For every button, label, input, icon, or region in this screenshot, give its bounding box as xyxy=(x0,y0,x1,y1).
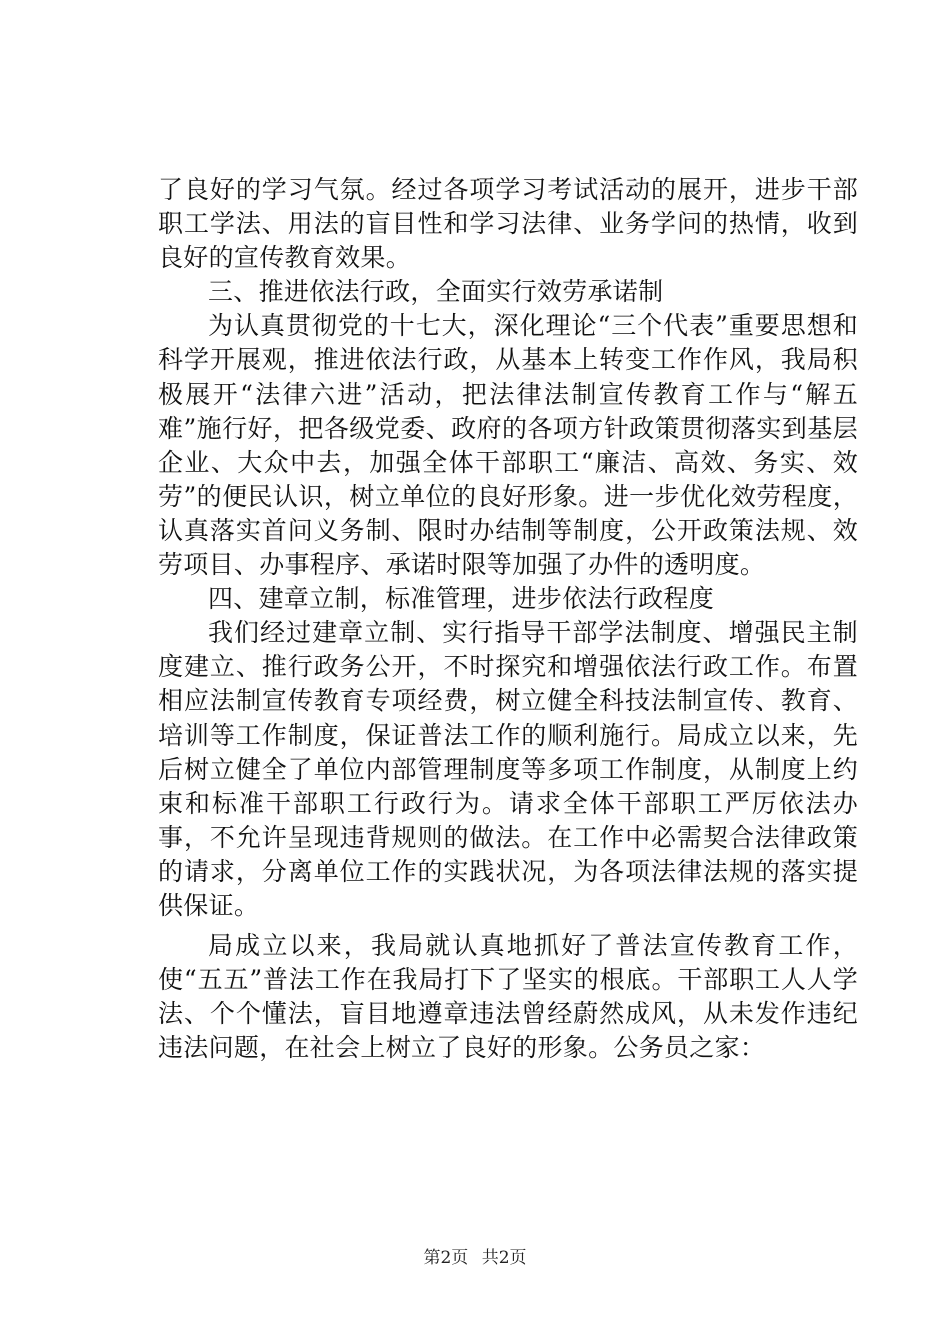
section-heading-4: 四、建章立制，标准管理，进步依法行政程度 xyxy=(208,584,715,614)
document-body xyxy=(158,173,858,1065)
page-footer xyxy=(0,1243,950,1268)
paragraph-conclusion: 局成立以来，我局就认真地抓好了普法宣传教育工作，使“五五”普法工作在我局打下了坚实的根底。干部职工人人学法、个个懂法，盲目地遵章违法曾经蔚然成风，从未发作违纪违法问题，在社会上树立了良好的形象。公务员之家： xyxy=(158,931,858,1063)
page-number: 第2页 xyxy=(423,1248,469,1268)
paragraph-continuation: 了良好的学习气氛。经过各项学习考试活动的展开，进步干部职工学法、用法的盲目性和学习法律、业务学问的热情，收到良好的宣传教育效果。 xyxy=(158,175,858,273)
page-total: 共2页 xyxy=(481,1248,527,1268)
section-heading-3: 三、推进依法行政，全面实行效劳承诺制 xyxy=(208,277,664,307)
paragraph-section-4: 我们经过建章立制、实行指导干部学法制度、增强民主制度建立、推行政务公开，不时探究和增强依法行政工作。布置相应法制宣传教育专项经费，树立健全科技法制宣传、教育、培训等工作制度，保证普法工作的顺利施行。局成立以来，先后树立健全了单位内部管理制度等多项工作制度，从制度上约束和标准干部职工行政行为。请求全体干部职工严厉依法办事，不允许呈现违背规则的做法。在工作中必需契合法律政策的请求，分离单位工作的实践状况，为各项法律法规的落实提供保证。 xyxy=(158,618,858,920)
paragraph-section-3: 为认真贯彻党的十七大，深化理论“三个代表”重要思想和科学开展观，推进依法行政，从基本上转变工作作风，我局积极展开“法律六进”活动，把法律法制宣传教育工作与“解五难”施行好，把各级党委、政府的各项方针政策贯彻落实到基层企业、大众中去，加强全体干部职工“廉洁、高效、务实、效劳”的便民认识，树立单位的良好形象。进一步优化效劳程度，认真落实首问义务制、限时办结制等制度，公开政策法规、效劳项目、办事程序、承诺时限等加强了办件的透明度。 xyxy=(158,311,858,580)
